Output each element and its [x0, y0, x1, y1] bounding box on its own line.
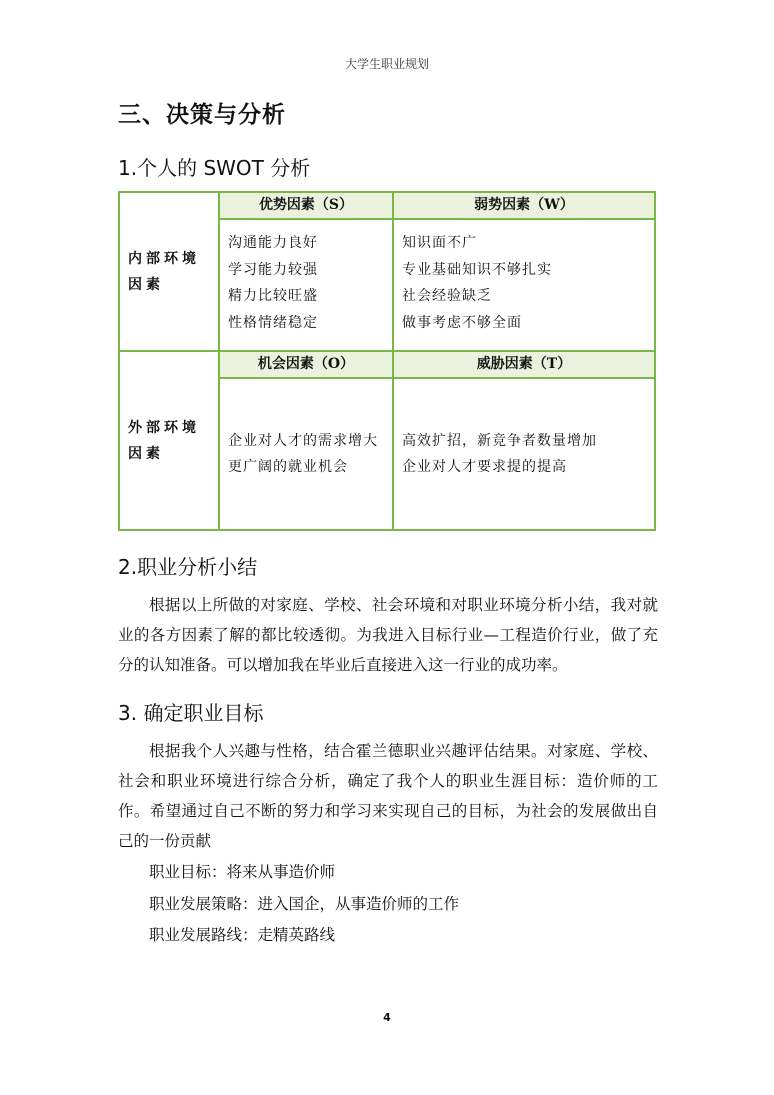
- strengths-header: 优势因素（S）: [219, 192, 393, 219]
- list-item: 专业基础知识不够扎实: [402, 261, 552, 278]
- summary-title: 2.职业分析小结: [118, 555, 258, 579]
- swot-header-row-external: [119, 351, 655, 378]
- threats-list: [393, 378, 655, 530]
- summary-paragraph: [118, 590, 658, 680]
- goal-text: 根据我个人兴趣与性格，结合霍兰德职业兴趣评估结果。对家庭、学校、社会和职业环境进行综合分析，确定了我个人的职业生涯目标：造价师的工作。希望通过自己不断的努力和学习来实现自己的目标，为社会的发展做出自己的一份贡献: [118, 742, 658, 850]
- external-factors-label: 外部环境因素: [119, 351, 219, 530]
- list-item: 做事考虑不够全面: [402, 314, 522, 331]
- list-item: 精力比较旺盛: [228, 288, 318, 304]
- list-item: 企业对人才的需求增大: [228, 432, 378, 449]
- section-heading: 三、决策与分析: [118, 102, 286, 128]
- career-path-line: 职业发展路线：走精英路线: [149, 926, 336, 944]
- list-item: 学习能力较强: [228, 261, 318, 278]
- summary-text: 根据以上所做的对家庭、学校、社会环境和对职业环境分析小结，我对就业的各方因素了解的都比较透彻。为我进入目标行业—工程造价行业，做了充分的认知准备。可以增加我在毕业后直接进入这一行业的成功率。: [118, 596, 658, 674]
- weaknesses-header: 弱势因素（W）: [393, 192, 655, 219]
- list-item: 性格情绪稳定: [228, 314, 318, 331]
- opportunities-header: 机会因素（O）: [219, 351, 393, 378]
- list-item: 社会经验缺乏: [402, 288, 492, 304]
- list-item: 高效扩招，新竞争者数量增加: [402, 432, 597, 449]
- list-item: 更广阔的就业机会: [228, 459, 348, 475]
- swot-title: 1.个人的 SWOT 分析: [118, 156, 311, 180]
- list-item: 企业对人才要求提的提高: [402, 459, 567, 475]
- page-header: 大学生职业规划: [344, 57, 429, 71]
- swot-header-row-internal: [119, 192, 655, 219]
- page-number: 4: [383, 1011, 391, 1024]
- career-strategy-line: 职业发展策略：进入国企，从事造价师的工作: [149, 895, 460, 913]
- goal-title: 3. 确定职业目标: [118, 701, 264, 725]
- opportunities-list: [219, 378, 393, 530]
- swot-table: [118, 191, 656, 531]
- strengths-list: [219, 219, 393, 351]
- internal-factors-label: 内部环境因素: [119, 192, 219, 351]
- list-item: 沟通能力良好: [228, 235, 318, 251]
- career-goal-line: 职业目标：将来从事造价师: [149, 863, 336, 881]
- goal-paragraph: [118, 736, 658, 856]
- threats-header: 威胁因素（T）: [393, 351, 655, 378]
- weaknesses-list: [393, 219, 655, 351]
- list-item: 知识面不广: [402, 235, 477, 251]
